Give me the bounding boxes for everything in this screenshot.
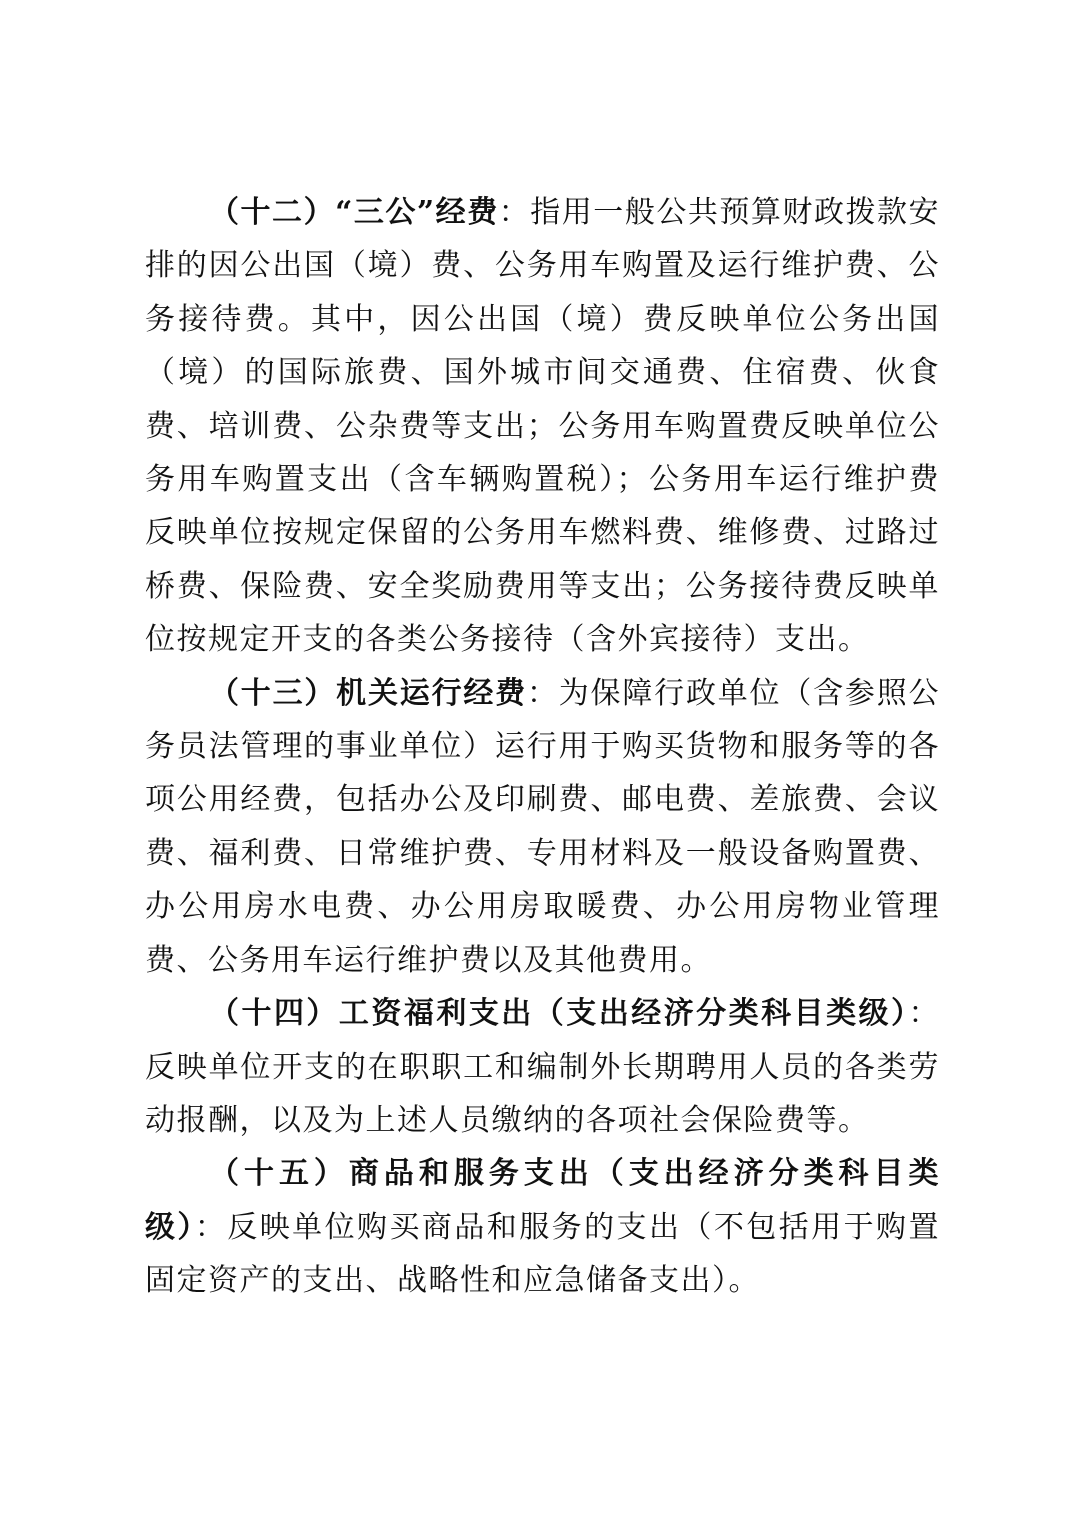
paragraph-agency-operating-expenses (145, 667, 940, 987)
document-body (145, 186, 940, 1308)
paragraph-text: ：反映单位开支的在职职工和编制外长期聘用人员的各类劳动报酬，以及为上述人员缴纳的各项社会保险费等。 (145, 996, 940, 1138)
paragraph-san-gong-expenses (145, 186, 940, 667)
paragraph-term: （十二）“三公”经费 (209, 195, 499, 230)
paragraph-wages-welfare-expenditure (145, 987, 940, 1147)
paragraph-text: ：反映单位购买商品和服务的支出（不包括用于购置固定资产的支出、战略性和应急储备支出）。 (145, 1209, 940, 1299)
paragraph-term: （十三）机关运行经费 (209, 675, 527, 711)
paragraph-goods-services-expenditure (145, 1147, 940, 1307)
paragraph-term: （十四）工资福利支出（支出经济分类科目类级） (209, 996, 909, 1032)
paragraph-term: （十五）商品和服务支出（支出经济分类科目类级） (145, 1156, 940, 1245)
paragraph-text: ：指用一般公共预算财政拨款安排的因公出国（境）费、公务用车购置及运行维护费、公务接待费。其中，因公出国（境）费反映单位公务出国（境）的国际旅费、国外城市间交通费、住宿费、伙食费、培训费、公杂费等支出；公务用车购置费反映单位公务用车购置支出（含车辆购置税）；公务用车运行维护费反映单位按规定保留的公务用车燃料费、维修费、过路过桥费、保险费、安全奖励费用等支出；公务接待费反映单位按规定开支的各类公务接待（含外宾接待）支出。 (145, 195, 941, 658)
paragraph-text: ：为保障行政单位（含参照公务员法管理的事业单位）运行用于购买货物和服务等的各项公用经费，包括办公及印刷费、邮电费、差旅费、会议费、福利费、日常维护费、专用材料及一般设备购置费、办公用房水电费、办公用房取暖费、办公用房物业管理费、公务用车运行维护费以及其他费用。 (145, 675, 941, 978)
